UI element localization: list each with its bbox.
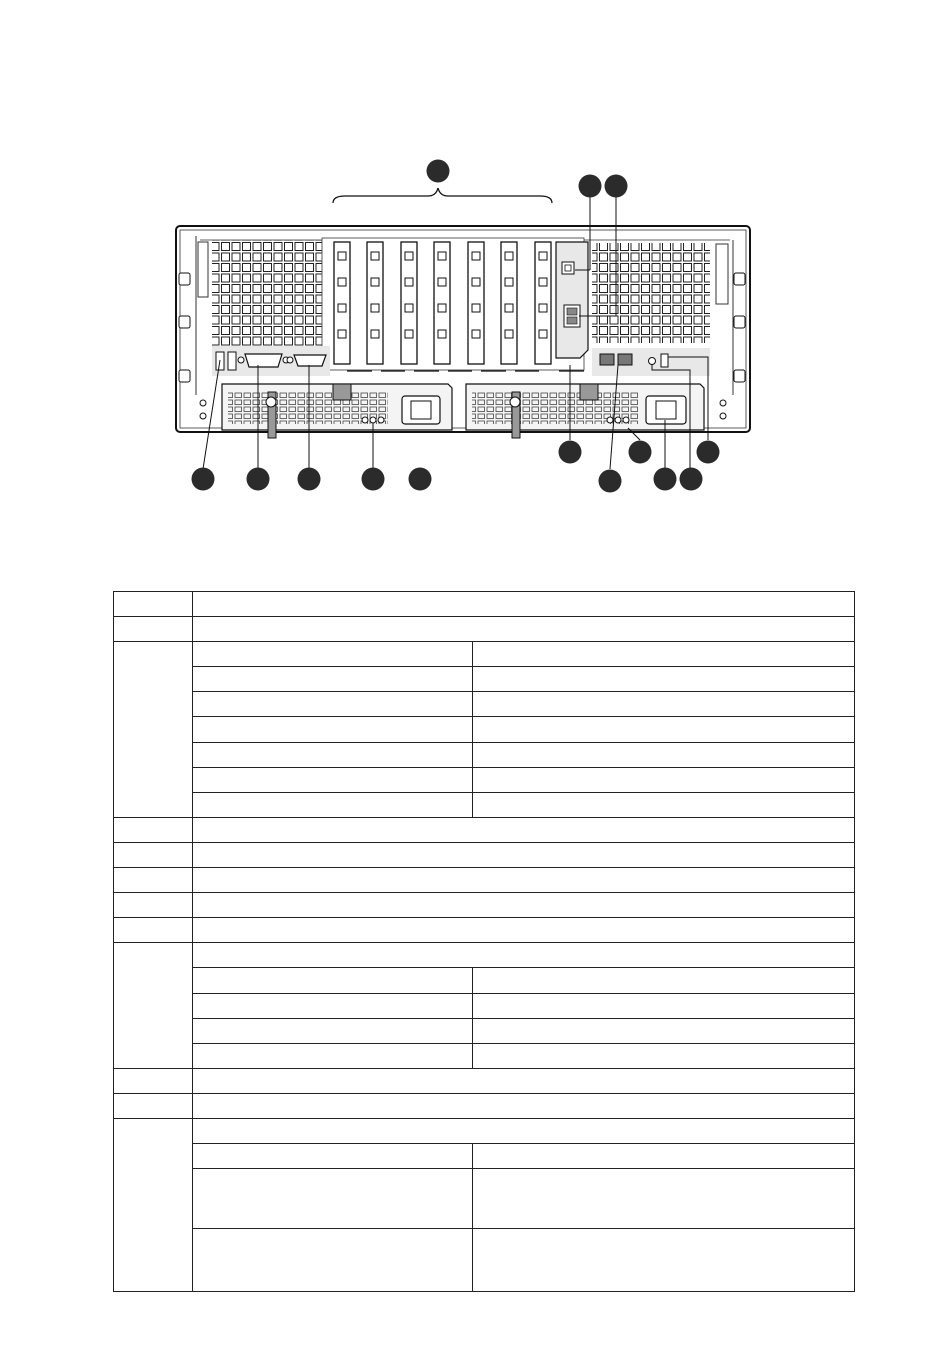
table-row xyxy=(114,1169,855,1229)
row-number-cell xyxy=(114,617,193,642)
subitem-value-cell xyxy=(473,692,855,717)
subitem-value-cell xyxy=(473,792,855,817)
callout-right-1 xyxy=(559,441,582,464)
server-rear-panel-figure xyxy=(0,0,950,560)
subitem-cell xyxy=(193,1043,473,1068)
right-vent-grid xyxy=(592,243,710,343)
component-reference-table xyxy=(113,591,855,1292)
callout-top-a xyxy=(579,175,602,198)
callout-bottom-5 xyxy=(409,468,432,491)
table-row xyxy=(114,1018,855,1043)
description-cell xyxy=(193,893,855,918)
subitem-value-cell xyxy=(473,742,855,767)
table-row xyxy=(114,918,855,943)
callout-bottom-2 xyxy=(247,468,270,491)
callout-right-2 xyxy=(629,441,652,464)
table-row xyxy=(114,1229,855,1292)
table-row xyxy=(114,993,855,1018)
management-card xyxy=(556,242,588,358)
subitem-cell xyxy=(193,717,473,742)
row-number-cell xyxy=(114,642,193,818)
table-row xyxy=(114,1093,855,1118)
row-number-cell xyxy=(114,868,193,893)
power-supply-1 xyxy=(222,384,452,438)
left-vent-grid xyxy=(212,240,330,346)
description-cell xyxy=(193,592,855,617)
table-row xyxy=(114,717,855,742)
table-row xyxy=(114,792,855,817)
subitem-cell xyxy=(193,993,473,1018)
callout-right-4 xyxy=(599,470,622,493)
row-number-cell xyxy=(114,592,193,617)
table-row xyxy=(114,868,855,893)
subitem-value-cell xyxy=(473,1169,855,1229)
row-number-cell xyxy=(114,918,193,943)
subitem-cell xyxy=(193,1144,473,1169)
table-row xyxy=(114,968,855,993)
description-cell xyxy=(193,918,855,943)
subitem-value-cell xyxy=(473,1043,855,1068)
row-number-cell xyxy=(114,1118,193,1291)
callout-right-5 xyxy=(654,468,677,491)
description-cell xyxy=(193,1118,855,1143)
description-cell xyxy=(193,1093,855,1118)
table-row xyxy=(114,667,855,692)
subitem-value-cell xyxy=(473,1144,855,1169)
table-row xyxy=(114,742,855,767)
table-row xyxy=(114,1043,855,1068)
description-cell xyxy=(193,1068,855,1093)
slot-brace xyxy=(333,188,552,203)
subitem-value-cell xyxy=(473,667,855,692)
callout-bottom-1 xyxy=(192,468,215,491)
description-cell xyxy=(193,817,855,842)
table-row xyxy=(114,1144,855,1169)
subitem-cell xyxy=(193,968,473,993)
table-row xyxy=(114,842,855,867)
subitem-cell xyxy=(193,1018,473,1043)
table-row xyxy=(114,1068,855,1093)
subitem-value-cell xyxy=(473,993,855,1018)
subitem-value-cell xyxy=(473,642,855,667)
callout-top-b xyxy=(605,175,628,198)
table-row xyxy=(114,767,855,792)
callout-bottom-3 xyxy=(298,468,321,491)
row-number-cell xyxy=(114,893,193,918)
callout-slot-group xyxy=(427,160,450,183)
subitem-value-cell xyxy=(473,1018,855,1043)
subitem-value-cell xyxy=(473,717,855,742)
subitem-cell xyxy=(193,792,473,817)
subitem-value-cell xyxy=(473,1229,855,1292)
table-row xyxy=(114,1118,855,1143)
table-row xyxy=(114,943,855,968)
subitem-value-cell xyxy=(473,968,855,993)
callout-right-6 xyxy=(680,468,703,491)
table-row xyxy=(114,893,855,918)
table-row xyxy=(114,642,855,667)
row-number-cell xyxy=(114,842,193,867)
row-number-cell xyxy=(114,817,193,842)
table-row xyxy=(114,592,855,617)
subitem-cell xyxy=(193,667,473,692)
row-number-cell xyxy=(114,1093,193,1118)
description-cell xyxy=(193,943,855,968)
subitem-cell xyxy=(193,1229,473,1292)
row-number-cell xyxy=(114,943,193,1068)
subitem-cell xyxy=(193,767,473,792)
subitem-cell xyxy=(193,692,473,717)
power-supply-2 xyxy=(466,384,704,438)
description-cell xyxy=(193,617,855,642)
subitem-cell xyxy=(193,642,473,667)
row-number-cell xyxy=(114,1068,193,1093)
table-row xyxy=(114,817,855,842)
subitem-cell xyxy=(193,742,473,767)
description-cell xyxy=(193,868,855,893)
description-cell xyxy=(193,842,855,867)
table-row xyxy=(114,617,855,642)
expansion-slots xyxy=(322,238,584,371)
subitem-value-cell xyxy=(473,767,855,792)
callout-right-3 xyxy=(697,441,720,464)
callout-bottom-4 xyxy=(362,468,385,491)
subitem-cell xyxy=(193,1169,473,1229)
table-row xyxy=(114,692,855,717)
